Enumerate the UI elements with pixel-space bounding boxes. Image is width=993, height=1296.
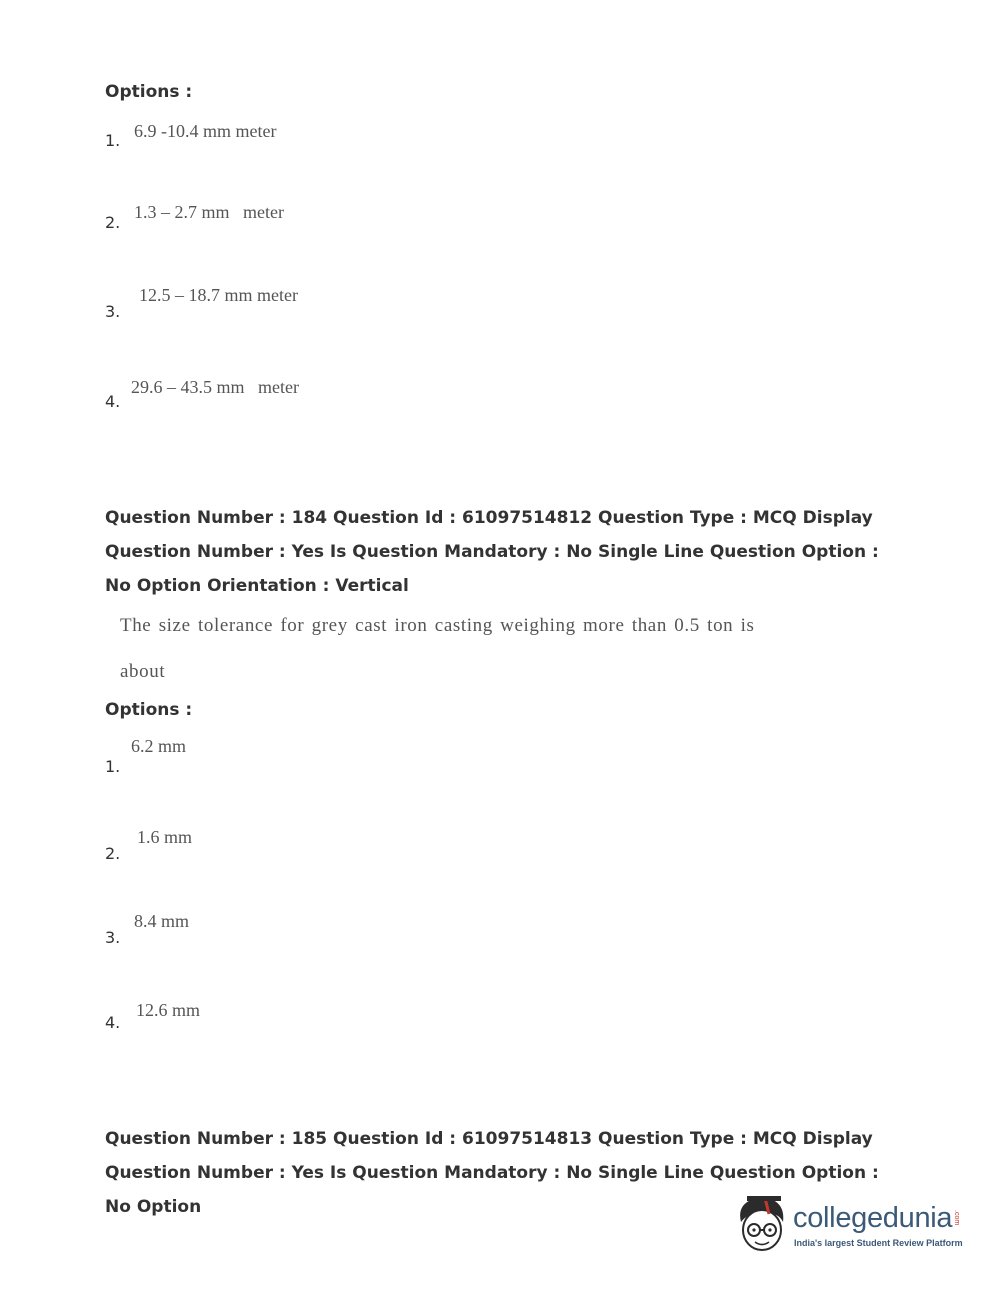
question-meta-185: Question Number : 185 Question Id : 61097514813 Question Type : MCQ Display Question Number : Yes Is Question Mandatory : No Single Line Question Option : No Option — [105, 1129, 879, 1217]
question-text-line1: The size tolerance for grey cast iron casting weighing more than 0.5 ton is — [120, 615, 755, 636]
option-number: 1. — [105, 131, 121, 150]
option-text: 12.6 mm — [136, 1000, 201, 1020]
option-number: 4. — [105, 1013, 121, 1032]
question-meta-184: Question Number : 184 Question Id : 61097514812 Question Type : MCQ Display Question Number : Yes Is Question Mandatory : No Single Line Question Option : No Option Orientation : Vertical — [105, 508, 879, 596]
collegedunia-logo — [735, 1192, 965, 1260]
option-text: 6.9 -10.4 mm meter — [134, 121, 277, 141]
brand-name: collegedunia — [793, 1202, 953, 1234]
question-text-line2: about — [120, 661, 166, 682]
option-number: 3. — [105, 928, 121, 947]
option-text: 1.6 mm — [137, 827, 193, 847]
option-text: 8.4 mm — [134, 911, 190, 931]
mascot-icon — [735, 1192, 791, 1260]
option-number: 2. — [105, 844, 121, 863]
brand-tagline: India's largest Student Review Platform — [794, 1238, 963, 1248]
option-number: 1. — [105, 757, 121, 776]
option-number: 3. — [105, 302, 121, 321]
option-text: 6.2 mm — [131, 736, 187, 756]
options-label: Options : — [105, 82, 193, 102]
option-text: 1.3 – 2.7 mm meter — [134, 202, 284, 222]
option-text: 12.5 – 18.7 mm meter — [139, 285, 298, 305]
options-label: Options : — [105, 700, 193, 720]
option-number: 2. — [105, 213, 121, 232]
option-text: 29.6 – 43.5 mm meter — [131, 377, 299, 397]
option-number: 4. — [105, 392, 121, 411]
brand-domain: .com — [953, 1210, 960, 1226]
